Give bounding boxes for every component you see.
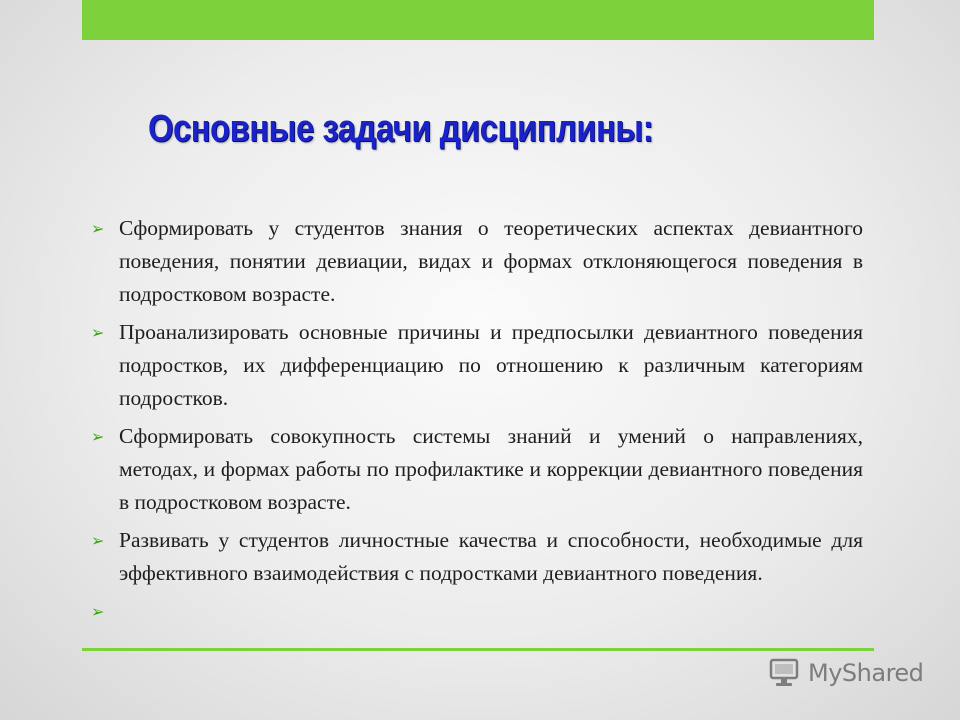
watermark-text: MyShared [808,659,924,687]
arrow-bullet-icon: ➢ [91,531,105,550]
watermark [768,656,923,690]
slide-title: Основные задачи дисциплины: [148,108,654,150]
arrow-bullet-icon: ➢ [91,323,105,342]
bullet-item [88,420,863,519]
top-accent-bar [82,0,874,40]
bullet-text: Развивать у студентов личностные качества и способности, необходимые для эффективного взаимодействия с подростками девиантного поведения. [119,528,863,585]
bullet-list [88,212,863,633]
bullet-item [88,524,863,590]
bullet-text: Проанализировать основные причины и предпосылки девиантного поведения подростков, их дифференциацию по отношению к различным категориям подростков. [119,320,863,410]
myshared-logo-icon [768,656,802,690]
bullet-text: Сформировать у студентов знания о теоретических аспектах девиантного поведения, понятии девиации, видах и формах отклоняющегося поведения в подростковом возрасте. [119,216,863,306]
bullet-text: Сформировать совокупность системы знаний и умений о направлениях, методах, и формах работы по профилактике и коррекции девиантного поведения в подростковом возрасте. [119,424,863,514]
arrow-bullet-icon: ➢ [91,427,105,446]
bottom-accent-line [82,648,874,651]
arrow-bullet-icon: ➢ [91,602,105,621]
empty-bullet-item [88,595,863,628]
arrow-bullet-icon: ➢ [91,219,105,238]
bullet-item [88,212,863,311]
bullet-item [88,316,863,415]
